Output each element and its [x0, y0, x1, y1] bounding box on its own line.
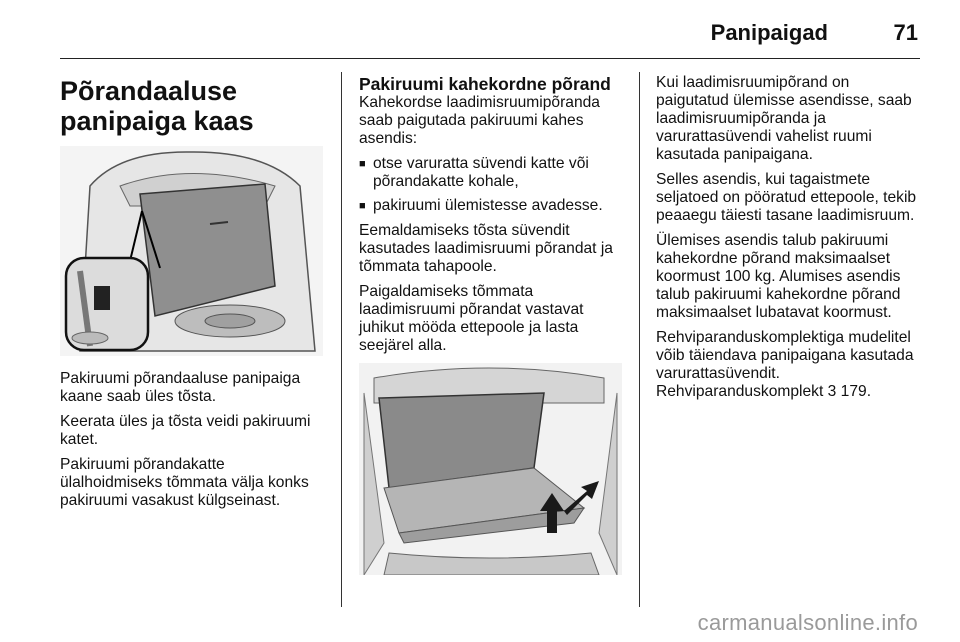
section-title: Panipaigad	[710, 20, 828, 45]
watermark: carmanualsonline.info	[697, 610, 918, 635]
column-divider-2	[639, 72, 640, 607]
subsection-heading: Pakiruumi kahekordne põrand	[359, 74, 611, 94]
paragraph: Rehviparanduskomplektiga mudelitel võib täiendava panipaigana kasutada varurattasüvendit.	[656, 329, 914, 382]
page-number: 71	[893, 20, 918, 45]
paragraph: Ülemises asendis talub pakiruumi kahekordne põrand maksimaalset koormust 100 kg. Alumises asendis talub pakiruumi kahekordne põrand maksimaalset lubatavat koormust.	[656, 232, 901, 321]
paragraph: Kahekordse laadimisruumipõranda saab paigutada pakiruumi kahes asendis:	[359, 94, 600, 147]
xref-page: 179.	[840, 383, 872, 400]
paragraph: Kui laadimisruumipõrand on paigutatud ülemisse asendisse, saab laadimisruumipõranda ja varurattasüvendi vahelist ruumi kasutada panipaigana.	[656, 74, 912, 163]
double-floor-illustration	[359, 363, 622, 575]
column-divider-1	[341, 72, 342, 607]
paragraph: Selles asendis, kui tagaistmete seljatoed on pööratud ettepoole, tekib peaaegu täiesti tasane laadimisruum.	[656, 171, 917, 224]
paragraph: Pakiruumi põrandakatte ülalhoidmiseks tõmmata välja konks pakiruumi vasakust külgseinast.	[60, 456, 309, 509]
page-header	[60, 14, 920, 58]
header-rule	[60, 58, 920, 59]
list-item: ■ pakiruumi ülemistesse avadesse.	[359, 197, 629, 215]
cross-reference	[656, 383, 924, 401]
xref-arrow-icon: 3	[827, 383, 837, 400]
paragraph: Eemaldamiseks tõsta süvendit kasutades laadimisruumi põrandat ja tõmmata tahapoole.	[359, 222, 613, 275]
paragraph: Keerata üles ja tõsta veidi pakiruumi katet.	[60, 413, 311, 448]
paragraph: Pakiruumi põrandaaluse panipaiga kaane saab üles tõsta.	[60, 370, 301, 405]
column-1	[60, 74, 330, 517]
list-item: ■ otse varuratta süvendi katte või põrandakatte kohale,	[359, 155, 629, 191]
xref-text: Rehviparanduskomplekt	[656, 383, 824, 400]
bullet-list	[359, 155, 629, 215]
column-2	[359, 74, 629, 575]
column-3	[656, 74, 924, 408]
paragraph: Paigaldamiseks tõmmata laadimisruumi põrandat vastavat juhikut mööda ettepoole ja lasta seejärel alla.	[359, 283, 584, 354]
section-heading: Põrandaaluse panipaiga kaas	[60, 76, 254, 136]
floor-cover-illustration	[60, 146, 323, 356]
